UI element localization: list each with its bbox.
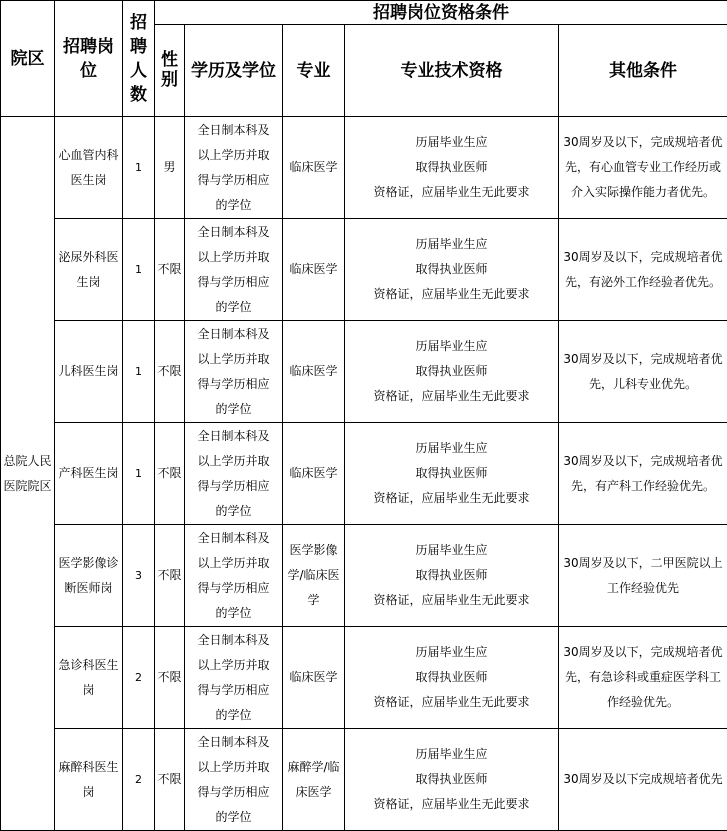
table-row bbox=[1, 219, 727, 321]
table-row bbox=[1, 627, 727, 729]
gender-cell: 不限 bbox=[155, 627, 185, 729]
major-cell: 临床医学 bbox=[283, 627, 345, 729]
gender-cell: 不限 bbox=[155, 219, 185, 321]
count-cell: 1 bbox=[123, 321, 155, 423]
position-cell: 产科医生岗 bbox=[55, 423, 123, 525]
count-cell: 1 bbox=[123, 117, 155, 219]
education-cell: 全日制本科及以上学历并取得与学历相应的学位 bbox=[185, 219, 283, 321]
position-cell: 心血管内科医生岗 bbox=[55, 117, 123, 219]
header-position: 招聘岗位 bbox=[55, 1, 123, 117]
table-row bbox=[1, 321, 727, 423]
other-cell: 30周岁及以下，二甲医院以上工作经验优先 bbox=[559, 525, 727, 627]
count-cell: 2 bbox=[123, 627, 155, 729]
header-other: 其他条件 bbox=[559, 25, 727, 117]
header-count: 招聘人数 bbox=[123, 1, 155, 117]
other-cell: 30周岁及以下，完成规培者优先，儿科专业优先。 bbox=[559, 321, 727, 423]
major-cell: 临床医学 bbox=[283, 117, 345, 219]
gender-cell: 不限 bbox=[155, 525, 185, 627]
major-cell: 麻醉学/临床医学 bbox=[283, 729, 345, 831]
header-district: 院区 bbox=[1, 1, 55, 117]
position-cell: 麻醉科医生岗 bbox=[55, 729, 123, 831]
other-cell: 30周岁及以下，完成规培者优先，有急诊科或重症医学科工作经验优先。 bbox=[559, 627, 727, 729]
major-cell: 临床医学 bbox=[283, 423, 345, 525]
education-cell: 全日制本科及以上学历并取得与学历相应的学位 bbox=[185, 627, 283, 729]
technical-cell: 历届毕业生应 取得执业医师 资格证，应届毕业生无此要求 bbox=[345, 117, 559, 219]
gender-cell: 不限 bbox=[155, 321, 185, 423]
position-cell: 泌尿外科医生岗 bbox=[55, 219, 123, 321]
position-cell: 儿科医生岗 bbox=[55, 321, 123, 423]
technical-cell: 历届毕业生应 取得执业医师 资格证，应届毕业生无此要求 bbox=[345, 219, 559, 321]
other-cell: 30周岁及以下，完成规培者优先，有泌外工作经验者优先。 bbox=[559, 219, 727, 321]
gender-cell: 不限 bbox=[155, 423, 185, 525]
header-technical: 专业技术资格 bbox=[345, 25, 559, 117]
table-row bbox=[1, 117, 727, 219]
major-cell: 临床医学 bbox=[283, 321, 345, 423]
other-cell: 30周岁及以下，完成规培者优先，有心血管专业工作经历或介入实际操作能力者优先。 bbox=[559, 117, 727, 219]
technical-cell: 历届毕业生应 取得执业医师 资格证，应届毕业生无此要求 bbox=[345, 729, 559, 831]
technical-cell: 历届毕业生应 取得执业医师 资格证，应届毕业生无此要求 bbox=[345, 525, 559, 627]
major-cell: 医学影像学/临床医学 bbox=[283, 525, 345, 627]
header-major: 专业 bbox=[283, 25, 345, 117]
table-row bbox=[1, 525, 727, 627]
education-cell: 全日制本科及以上学历并取得与学历相应的学位 bbox=[185, 423, 283, 525]
count-cell: 3 bbox=[123, 525, 155, 627]
major-cell: 临床医学 bbox=[283, 219, 345, 321]
header-qualification-group: 招聘岗位资格条件 bbox=[155, 1, 727, 25]
education-cell: 全日制本科及以上学历并取得与学历相应的学位 bbox=[185, 321, 283, 423]
count-cell: 1 bbox=[123, 423, 155, 525]
count-cell: 2 bbox=[123, 729, 155, 831]
technical-cell: 历届毕业生应 取得执业医师 资格证，应届毕业生无此要求 bbox=[345, 627, 559, 729]
district-cell: 总院人民医院院区 bbox=[1, 117, 55, 831]
education-cell: 全日制本科及以上学历并取得与学历相应的学位 bbox=[185, 117, 283, 219]
gender-cell: 不限 bbox=[155, 729, 185, 831]
header-gender: 性别 bbox=[155, 25, 185, 117]
table-row bbox=[1, 729, 727, 831]
position-cell: 医学影像诊断医师岗 bbox=[55, 525, 123, 627]
header-education: 学历及学位 bbox=[185, 25, 283, 117]
education-cell: 全日制本科及以上学历并取得与学历相应的学位 bbox=[185, 729, 283, 831]
technical-cell: 历届毕业生应 取得执业医师 资格证，应届毕业生无此要求 bbox=[345, 423, 559, 525]
gender-cell: 男 bbox=[155, 117, 185, 219]
count-cell: 1 bbox=[123, 219, 155, 321]
education-cell: 全日制本科及以上学历并取得与学历相应的学位 bbox=[185, 525, 283, 627]
other-cell: 30周岁及以下，完成规培者优先，有产科工作经验优先。 bbox=[559, 423, 727, 525]
other-cell: 30周岁及以下完成规培者优先 bbox=[559, 729, 727, 831]
technical-cell: 历届毕业生应 取得执业医师 资格证，应届毕业生无此要求 bbox=[345, 321, 559, 423]
position-cell: 急诊科医生岗 bbox=[55, 627, 123, 729]
table-row bbox=[1, 423, 727, 525]
